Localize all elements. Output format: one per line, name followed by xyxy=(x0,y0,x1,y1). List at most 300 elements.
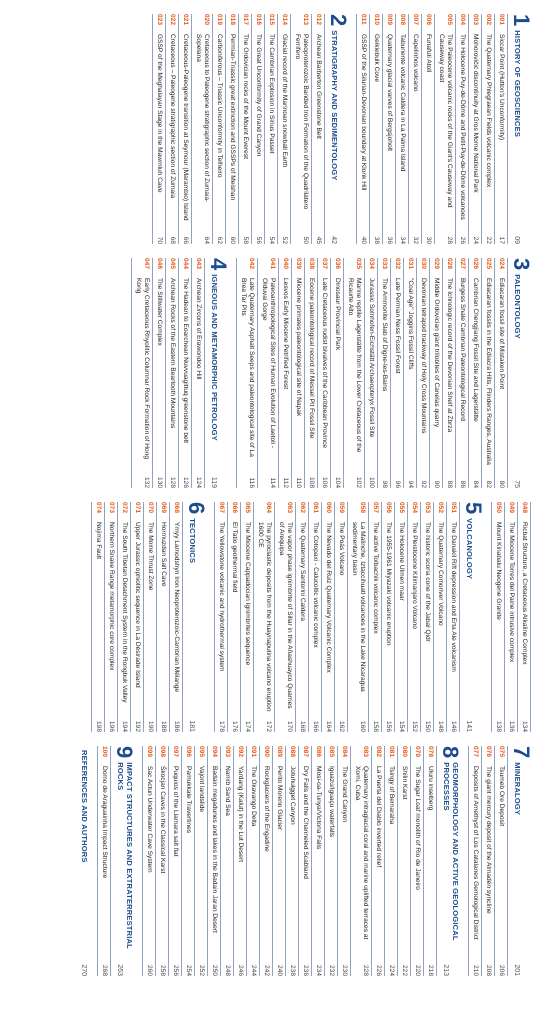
toc-entry[interactable] xyxy=(214,502,227,732)
entry-title: The Miocene Cappadocian Ignimbrites sequence xyxy=(244,522,251,666)
toc-entry[interactable] xyxy=(494,746,507,976)
entry-title: The Nevado del Ruiz Quaternary Volcanic Complex xyxy=(325,522,332,673)
toc-entry[interactable] xyxy=(408,14,421,244)
section-title: PALEONTOLOGY xyxy=(513,274,522,339)
entry-number: 028 xyxy=(446,258,453,270)
entry-number: 026 xyxy=(472,258,479,270)
entry-number: 094 xyxy=(211,746,218,758)
toc-entry[interactable] xyxy=(259,746,272,976)
entry-number: 098 xyxy=(159,746,166,758)
entry-page-number: 102 xyxy=(355,476,362,488)
entry-title: The Quaternary Phlegraean Fields volcanic complex xyxy=(485,34,492,188)
entry-number: 052 xyxy=(437,502,444,514)
toc-entry[interactable] xyxy=(142,746,155,976)
entry-title: The pyroclastic deposits from the Huaynaputina volcano eruption 1600 CE xyxy=(257,522,272,712)
toc-entry[interactable] xyxy=(324,746,337,976)
entry-page-number: 70 xyxy=(156,236,163,244)
toc-entry[interactable] xyxy=(308,502,321,732)
entry-title: Late Permian Ness Fossil Forest xyxy=(394,278,401,374)
entry-page-number: 114 xyxy=(269,477,276,488)
entry-number: 080 xyxy=(401,746,408,758)
entry-title: Puquios of the Llamara salt flat xyxy=(172,766,179,857)
toc-entry[interactable] xyxy=(220,746,233,976)
toc-entry[interactable] xyxy=(442,258,455,488)
entry-number: 082 xyxy=(375,746,382,758)
section-heading[interactable] xyxy=(509,258,534,488)
entry-title: Capelinhos volcano xyxy=(412,34,419,92)
entry-page-number: 54 xyxy=(268,236,275,244)
entry-number: 009 xyxy=(386,14,393,26)
toc-entry[interactable] xyxy=(240,502,253,732)
entry-page-number: 172 xyxy=(265,720,272,732)
entry-page-number: 178 xyxy=(218,720,225,732)
entry-title: Miocene primates paleontological site of Napak xyxy=(295,278,302,417)
toc-entry[interactable] xyxy=(343,258,364,488)
toc-entry[interactable] xyxy=(429,258,442,488)
toc-entry[interactable] xyxy=(233,746,246,976)
entry-number: 075 xyxy=(498,746,505,758)
entry-title: Jurassic Solnhofen-Eichstätt Archaeopteryx Fossil Site xyxy=(368,278,375,438)
entry-page-number: 188 xyxy=(160,720,167,732)
entry-page-number: 96 xyxy=(394,480,401,488)
toc-entry[interactable] xyxy=(481,258,494,488)
toc-entry[interactable] xyxy=(394,502,407,732)
toc-entry[interactable] xyxy=(168,746,181,976)
entry-page-number: 126 xyxy=(182,476,189,488)
entry-number: 005 xyxy=(446,14,453,26)
toc-entry[interactable] xyxy=(347,502,368,732)
entry-number: 073 xyxy=(108,502,115,514)
entry-page-number: 246 xyxy=(237,964,244,976)
toc-entry[interactable] xyxy=(369,14,382,244)
entry-page-number: 110 xyxy=(295,477,302,488)
toc-entry[interactable] xyxy=(264,14,277,244)
section-heading[interactable] xyxy=(509,746,534,976)
entry-page-number: 50 xyxy=(302,236,309,244)
entry-page-number: 186 xyxy=(173,720,180,732)
entry-page-number: 194 xyxy=(121,720,128,732)
toc-entry[interactable] xyxy=(272,746,285,976)
entry-number: 053 xyxy=(424,502,431,514)
toc-entry[interactable] xyxy=(468,14,481,244)
entry-title: The historic scoria cone of the Jabal Qidr xyxy=(424,522,431,642)
entry-page-number: 40 xyxy=(360,236,367,244)
toc-entry[interactable] xyxy=(191,14,212,244)
toc-entry[interactable] xyxy=(165,14,178,244)
entry-page-number: 104 xyxy=(334,476,341,488)
entry-number: 081 xyxy=(388,746,395,758)
section-heading[interactable] xyxy=(326,14,351,244)
entry-number: 065 xyxy=(244,502,251,514)
entry-page-number: 138 xyxy=(495,720,502,732)
entry-page-number: 268 xyxy=(101,964,108,976)
entry-page-number: 124 xyxy=(195,476,202,488)
toc-entry[interactable] xyxy=(368,502,381,732)
section-title: VOLCANOLOGY xyxy=(465,518,474,580)
toc-entry[interactable] xyxy=(433,502,446,732)
entry-number: 031 xyxy=(407,258,414,270)
section-heading[interactable] xyxy=(509,14,534,244)
toc-entry[interactable] xyxy=(191,258,204,488)
entry-list xyxy=(91,502,183,732)
section-page-number: 09 xyxy=(513,236,520,244)
entry-number: 027 xyxy=(459,258,466,270)
toc-entry[interactable] xyxy=(317,258,330,488)
entry-page-number: 148 xyxy=(437,720,444,732)
toc-entry[interactable] xyxy=(446,502,459,732)
entry-number: 043 xyxy=(195,258,202,270)
entry-list xyxy=(236,258,508,488)
toc-entry[interactable] xyxy=(291,258,304,488)
entry-title: The Ichnologic record of the Devonian Shelf at Zbrza xyxy=(446,278,453,433)
entry-page-number: 198 xyxy=(95,720,102,732)
toc-entry[interactable] xyxy=(152,258,165,488)
toc-entry[interactable] xyxy=(117,502,130,732)
entry-title: Ediacaran fossil site of Mistaken Point xyxy=(498,278,505,390)
section-heading[interactable] xyxy=(112,746,137,976)
toc-entry[interactable] xyxy=(165,258,178,488)
entry-number: 017 xyxy=(242,14,249,26)
entry-page-number: 90 xyxy=(433,480,440,488)
toc-entry[interactable] xyxy=(395,14,408,244)
entry-page-number: 36 xyxy=(386,236,393,244)
entry-list xyxy=(131,258,205,488)
entry-title: Northern Snake Range metamorphic core complex xyxy=(108,522,115,671)
toc-entry[interactable] xyxy=(253,502,274,732)
toc-entry[interactable] xyxy=(91,502,104,732)
entry-title: The Stillwater Complex xyxy=(156,278,163,346)
entry-title: Yardang (Kalut) in the Lut Desert xyxy=(237,766,244,862)
toc-entry[interactable] xyxy=(434,14,455,244)
entry-number: 040 xyxy=(282,258,289,270)
entry-page-number: 60 xyxy=(229,236,236,244)
entry-page-number: 208 xyxy=(485,964,492,976)
entry-page-number: 230 xyxy=(341,964,348,976)
section-page-number: 75 xyxy=(513,480,520,488)
toc-entry[interactable] xyxy=(285,746,298,976)
entry-list xyxy=(152,14,325,244)
toc-entry[interactable] xyxy=(504,502,517,732)
toc-entry[interactable] xyxy=(494,258,507,488)
toc-entry[interactable] xyxy=(381,502,394,732)
entry-number: 064 xyxy=(265,502,272,514)
section-heading[interactable] xyxy=(438,746,463,976)
entry-title: Domo de Araguainha Impact Structure xyxy=(101,766,108,879)
section-page-number: 201 xyxy=(513,964,520,976)
entry-page-number: 218 xyxy=(427,964,434,976)
entry-title: Cretaceous-Paleogene transition at Seymour (Marambio) Island xyxy=(182,34,189,221)
entry-page-number: 254 xyxy=(185,964,192,976)
entry-title: La Puerta del Diablo inverted relief xyxy=(375,766,382,868)
entry-title: Marine reptile Lagerstätte from the Lower Cretaceous of the Ricaurte Alto xyxy=(347,278,362,453)
entry-number: 020 xyxy=(203,14,210,26)
entry-page-number: 66 xyxy=(182,236,189,244)
entry-page-number: 34 xyxy=(399,236,406,244)
entry-title: Quaternary intraglacial coral and marine uplifted terraces at Xomi, Cuba xyxy=(354,766,369,940)
toc-entry[interactable] xyxy=(455,258,468,488)
toc-entry[interactable] xyxy=(246,746,259,976)
entry-page-number: 45 xyxy=(315,236,322,244)
entry-title: Mount Kinabalu Neogene Granite xyxy=(495,522,502,620)
entry-number: 032 xyxy=(394,258,401,270)
toc-entry[interactable] xyxy=(227,502,240,732)
toc-entry[interactable] xyxy=(494,14,507,244)
toc-entry[interactable] xyxy=(225,14,238,244)
entry-title: The Yellowstone volcanic and hydrothermal system xyxy=(218,522,225,672)
entry-number: 091 xyxy=(250,746,257,758)
entry-page-number: 80 xyxy=(498,480,505,488)
entry-page-number: 228 xyxy=(362,964,369,976)
entry-number: 034 xyxy=(368,258,375,270)
entry-number: 083 xyxy=(362,746,369,758)
toc-column xyxy=(8,258,534,488)
entry-page-number: 238 xyxy=(289,964,296,976)
toc-entry[interactable] xyxy=(194,746,207,976)
entry-title: GSSP of the Meghalayan Stage in the Mawmluh Cave xyxy=(156,34,163,193)
entry-title: Late Cretaceous rudist bivalves of the Caribbean Province xyxy=(321,278,328,449)
entry-page-number: 17 xyxy=(498,236,505,244)
toc-entry[interactable] xyxy=(455,14,468,244)
entry-title: Cretaceous – Paleogene stratigraphic section of Zumaia xyxy=(169,34,176,199)
entry-title: Late Quaternary Asphalt Seeps and paleontological site of La Brea Tar Pits xyxy=(240,278,255,457)
toc-entry[interactable] xyxy=(517,502,530,732)
toc-entry[interactable] xyxy=(290,14,311,244)
toc-entry[interactable] xyxy=(356,14,369,244)
entry-page-number: 206 xyxy=(498,964,505,976)
toc-section xyxy=(91,502,209,732)
entry-page-number: 86 xyxy=(459,480,466,488)
toc-entry[interactable] xyxy=(311,746,324,976)
entry-number: 012 xyxy=(315,14,322,26)
section-heading[interactable] xyxy=(78,746,89,976)
entry-page-number: 98 xyxy=(381,480,388,488)
toc-entry[interactable] xyxy=(130,502,143,732)
entry-number: 008 xyxy=(399,14,406,26)
toc-entry[interactable] xyxy=(156,502,169,732)
entry-number: 022 xyxy=(169,14,176,26)
entry-title: Badain megadunes and lakes in the Badain Jaran Desert xyxy=(211,766,218,933)
entry-number: 061 xyxy=(312,502,319,514)
entry-title: Glacial record of the Marinoan snowball Earth xyxy=(281,34,288,168)
section-page-number: 119 xyxy=(210,476,217,488)
entry-number: 097 xyxy=(172,746,179,758)
toc-entry[interactable] xyxy=(364,258,377,488)
entry-page-number: 94 xyxy=(407,480,414,488)
entry-title: Dinosaur Provincial Park xyxy=(334,278,341,351)
toc-entry[interactable] xyxy=(371,746,384,976)
entry-title: La Malinche, Iztaccihuatl volcanoes in the Lake Nicaragua sedimentary basin xyxy=(351,522,366,692)
entry-number: 029 xyxy=(433,258,440,270)
toc-entry[interactable] xyxy=(251,14,264,244)
toc-entry[interactable] xyxy=(382,14,395,244)
section-heading[interactable] xyxy=(461,502,486,732)
entry-number: 096 xyxy=(185,746,192,758)
entry-page-number: 128 xyxy=(169,476,176,488)
entry-page-number: 248 xyxy=(224,964,231,976)
entry-number: 086 xyxy=(315,746,322,758)
entry-title: The Hadean to Eoarchean Nuvvuagittuq greenstone belt xyxy=(182,278,189,443)
entry-number: 057 xyxy=(372,502,379,514)
entry-number: 019 xyxy=(216,14,223,26)
entry-title: The Holocene Ulmen maar xyxy=(398,522,405,601)
entry-page-number: 244 xyxy=(250,964,257,976)
entry-title: The Okavango Delta xyxy=(250,766,257,827)
entry-title: Middle Ordovician giant trilobites of Canelas quarry xyxy=(433,278,440,428)
toc-entry[interactable] xyxy=(236,258,257,488)
toc-entry[interactable] xyxy=(384,746,397,976)
entry-number: 021 xyxy=(182,14,189,26)
entry-page-number: 210 xyxy=(472,964,479,976)
toc-entry[interactable] xyxy=(152,14,165,244)
toc-entry[interactable] xyxy=(298,746,311,976)
toc-entry[interactable] xyxy=(330,258,343,488)
toc-entry[interactable] xyxy=(468,746,481,976)
entry-number: 016 xyxy=(255,14,262,26)
entry-title: "Coal Age" Joggins Fossil Cliffs xyxy=(407,278,414,370)
toc-entry[interactable] xyxy=(169,502,182,732)
toc-entry[interactable] xyxy=(207,746,220,976)
entry-number: 084 xyxy=(341,746,348,758)
toc-entry[interactable] xyxy=(403,258,416,488)
entry-list xyxy=(214,502,460,732)
entry-title: Vajont landslide xyxy=(198,766,205,813)
toc-column xyxy=(8,14,534,244)
toc-entry[interactable] xyxy=(178,258,191,488)
toc-entry[interactable] xyxy=(155,746,168,976)
toc-entry[interactable] xyxy=(377,258,390,488)
entry-number: 042 xyxy=(248,258,255,270)
entry-title: Lesvos Early Miocene Petrified Forest xyxy=(282,278,289,390)
entry-number: 051 xyxy=(450,502,457,514)
entry-title: Dry Falls and the Channeled Scabland xyxy=(302,766,309,879)
entry-title: Ymyy Lamodshyn Iron Neoproterozoic-Cambrian Mélange xyxy=(173,522,180,693)
entry-number: 056 xyxy=(385,502,392,514)
entry-page-number: 108 xyxy=(308,476,315,488)
toc-entry[interactable] xyxy=(278,258,291,488)
toc-entry[interactable] xyxy=(274,502,295,732)
toc-entry[interactable] xyxy=(420,502,433,732)
toc-entry[interactable] xyxy=(334,502,347,732)
entry-number: 007 xyxy=(412,14,419,26)
toc-entry[interactable] xyxy=(295,502,308,732)
entry-page-number: 132 xyxy=(143,476,150,488)
entry-title: Iguazú/Iguaçu waterfalls xyxy=(328,766,335,838)
entry-number: 015 xyxy=(268,14,275,26)
entry-title: Eocene paleontological record of Messel Pit Fossil Site xyxy=(308,278,315,439)
entry-number: 059 xyxy=(338,502,345,514)
entry-number: 024 xyxy=(498,258,505,270)
entry-title: The Sugar Loaf monolith of Rio de Janeiro xyxy=(414,766,421,890)
toc-entry[interactable] xyxy=(143,502,156,732)
toc-entry[interactable] xyxy=(468,258,481,488)
toc-entry[interactable] xyxy=(104,502,117,732)
toc-entry[interactable] xyxy=(131,258,152,488)
entry-title: Siccar Point (Hutton's Unconformity) xyxy=(498,34,505,141)
entry-page-number: 32 xyxy=(412,236,419,244)
toc-entry[interactable] xyxy=(397,746,410,976)
entry-title: The Holocene Puy-de-Dôme and Petit-Puy-de-Dôme volcanoes xyxy=(459,34,466,220)
toc-entry[interactable] xyxy=(97,746,110,976)
entry-title: The giant mercury deposit of the Almadén syncline xyxy=(485,766,492,914)
entry-title: Pamukkale Travertines xyxy=(185,766,192,834)
toc-entry[interactable] xyxy=(481,746,494,976)
toc-entry[interactable] xyxy=(481,14,494,244)
entry-title: The Pleistocene Kilimanjaro Volcano xyxy=(411,522,418,630)
entry-page-number: 164 xyxy=(325,720,332,732)
toc-entry[interactable] xyxy=(337,746,350,976)
toc-entry[interactable] xyxy=(277,14,290,244)
toc-entry[interactable] xyxy=(257,258,278,488)
entry-number: 025 xyxy=(485,258,492,270)
section-number: 5 xyxy=(461,502,486,515)
entry-number: 066 xyxy=(231,502,238,514)
toc-entry[interactable] xyxy=(238,14,251,244)
entry-page-number: 224 xyxy=(388,964,395,976)
toc-entry[interactable] xyxy=(311,14,324,244)
entry-number: 090 xyxy=(263,746,270,758)
entry-number: 018 xyxy=(229,14,236,26)
entry-title: Permian-Triassic great extinction and GSSPs of Meishan xyxy=(229,34,236,201)
toc-section xyxy=(491,502,531,732)
section-heading[interactable] xyxy=(206,258,231,488)
entry-title: Paleoproterozoic Banded Iron Formation of the Quadrilátero Ferrífero xyxy=(294,34,309,210)
entry-number: 095 xyxy=(198,746,205,758)
section-number: 4 xyxy=(206,258,231,271)
entry-number: 049 xyxy=(508,502,515,514)
entry-page-number: 192 xyxy=(134,720,141,732)
entry-page-number: 52 xyxy=(281,236,288,244)
section-heading[interactable] xyxy=(184,502,209,732)
entry-page-number: 160 xyxy=(359,720,366,732)
toc-entry[interactable] xyxy=(410,746,423,976)
entry-title: The vapor phase ignimbrite of Sillar in the Añashuayco Quarries of Arequipa xyxy=(278,522,293,709)
entry-page-number: 258 xyxy=(159,964,166,976)
toc-entry[interactable] xyxy=(416,258,429,488)
entry-title: The Moine Thrust Zone xyxy=(147,522,154,591)
toc-entry[interactable] xyxy=(181,746,194,976)
toc-section xyxy=(131,258,231,488)
entry-page-number: 116 xyxy=(248,477,255,488)
entry-title: Carboniferous – Triassic Unconformity in Telheiro xyxy=(216,34,223,178)
toc-entry[interactable] xyxy=(350,746,371,976)
entry-title: Archean Barberton Greenstone Belt xyxy=(315,34,322,139)
entry-page-number: 112 xyxy=(282,477,289,488)
entry-title: Shilin Karst xyxy=(401,766,408,800)
entry-number: 069 xyxy=(160,502,167,514)
toc-entry[interactable] xyxy=(212,14,225,244)
section-title: REFERENCES AND AUTHORS xyxy=(80,750,89,863)
toc-entry[interactable] xyxy=(421,14,434,244)
section-title: IMPACT STRUCTURES AND EXTRATERRESTRIAL ROCKS xyxy=(116,762,134,949)
toc-entry[interactable] xyxy=(178,14,191,244)
toc-entry[interactable] xyxy=(390,258,403,488)
toc-entry[interactable] xyxy=(407,502,420,732)
entry-number: 046 xyxy=(156,258,163,270)
entry-page-number: 56 xyxy=(255,236,262,244)
toc-entry[interactable] xyxy=(423,746,436,976)
entry-title: The Danakil Rift depression and Erta Ale volcanism xyxy=(450,522,457,672)
toc-entry[interactable] xyxy=(304,258,317,488)
entry-title: Perito Moreno Glacier xyxy=(276,766,283,831)
toc-entry[interactable] xyxy=(321,502,334,732)
entry-number: 013 xyxy=(302,14,309,26)
toc-entry[interactable] xyxy=(491,502,504,732)
entry-number: 047 xyxy=(143,258,150,270)
entry-title: The Miocene Torres del Paine intrusive complex xyxy=(508,522,515,663)
entry-number: 070 xyxy=(147,502,154,514)
entry-page-number: 240 xyxy=(276,964,283,976)
entry-title: Tsumeb Ore Deposit xyxy=(498,766,505,827)
